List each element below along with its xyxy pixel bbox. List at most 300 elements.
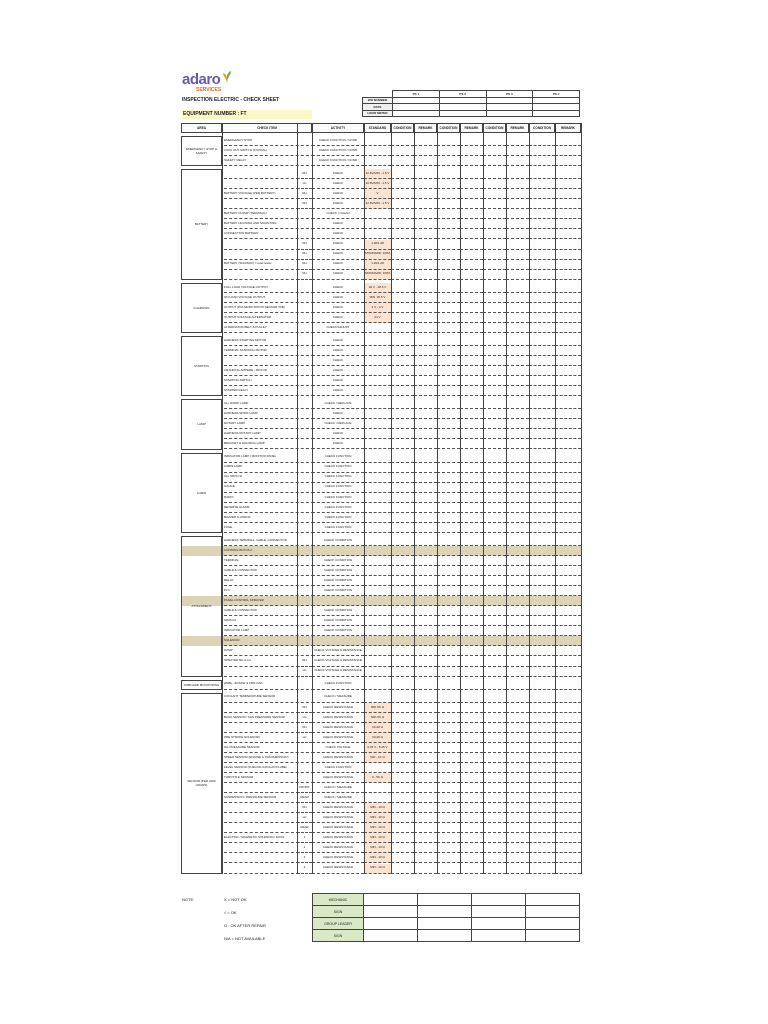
remark-input[interactable]: [555, 523, 581, 533]
remark-input[interactable]: [506, 606, 529, 616]
remark-input[interactable]: [506, 713, 529, 723]
condition-input[interactable]: [437, 399, 460, 409]
condition-input[interactable]: [483, 713, 506, 723]
remark-input[interactable]: [414, 386, 437, 396]
remark-input[interactable]: [555, 463, 581, 473]
condition-input[interactable]: [437, 626, 460, 636]
condition-input[interactable]: [529, 503, 555, 513]
condition-input[interactable]: [437, 667, 460, 677]
remark-input[interactable]: [460, 386, 483, 396]
remark-input[interactable]: [506, 260, 529, 270]
remark-input[interactable]: [414, 813, 437, 823]
remark-input[interactable]: [555, 853, 581, 863]
condition-input[interactable]: [391, 793, 414, 803]
condition-input[interactable]: [529, 853, 555, 863]
condition-input[interactable]: [529, 156, 555, 166]
condition-input[interactable]: [437, 156, 460, 166]
remark-input[interactable]: [414, 536, 437, 546]
condition-input[interactable]: [437, 336, 460, 346]
condition-input[interactable]: [437, 260, 460, 270]
condition-input[interactable]: [391, 156, 414, 166]
remark-input[interactable]: [555, 793, 581, 803]
condition-input[interactable]: [437, 250, 460, 260]
condition-input[interactable]: [483, 336, 506, 346]
remark-input[interactable]: [506, 303, 529, 313]
remark-input[interactable]: [506, 399, 529, 409]
condition-input[interactable]: [529, 473, 555, 483]
condition-input[interactable]: [437, 783, 460, 793]
condition-input[interactable]: [391, 523, 414, 533]
remark-input[interactable]: [506, 429, 529, 439]
condition-input[interactable]: [483, 636, 506, 646]
condition-input[interactable]: [529, 793, 555, 803]
condition-input[interactable]: [529, 626, 555, 636]
remark-input[interactable]: [555, 843, 581, 853]
remark-input[interactable]: [506, 693, 529, 703]
condition-input[interactable]: [483, 646, 506, 656]
remark-input[interactable]: [414, 169, 437, 179]
remark-input[interactable]: [460, 733, 483, 743]
remark-input[interactable]: [506, 556, 529, 566]
remark-input[interactable]: [460, 667, 483, 677]
remark-input[interactable]: [414, 493, 437, 503]
remark-input[interactable]: [460, 566, 483, 576]
remark-input[interactable]: [555, 209, 581, 219]
condition-input[interactable]: [483, 723, 506, 733]
remark-input[interactable]: [460, 240, 483, 250]
condition-input[interactable]: [437, 386, 460, 396]
remark-input[interactable]: [414, 763, 437, 773]
remark-input[interactable]: [555, 346, 581, 356]
remark-input[interactable]: [506, 723, 529, 733]
condition-input[interactable]: [529, 783, 555, 793]
condition-input[interactable]: [391, 843, 414, 853]
remark-input[interactable]: [460, 503, 483, 513]
condition-input[interactable]: [483, 833, 506, 843]
remark-input[interactable]: [506, 323, 529, 333]
condition-input[interactable]: [391, 853, 414, 863]
remark-input[interactable]: [555, 680, 581, 690]
condition-input[interactable]: [391, 493, 414, 503]
remark-input[interactable]: [555, 493, 581, 503]
condition-input[interactable]: [391, 260, 414, 270]
remark-input[interactable]: [414, 713, 437, 723]
remark-input[interactable]: [414, 303, 437, 313]
remark-input[interactable]: [506, 646, 529, 656]
remark-input[interactable]: [555, 336, 581, 346]
sign-cell[interactable]: [364, 918, 418, 930]
condition-input[interactable]: [529, 773, 555, 783]
remark-input[interactable]: [460, 260, 483, 270]
remark-input[interactable]: [460, 439, 483, 449]
remark-input[interactable]: [460, 169, 483, 179]
remark-input[interactable]: [460, 556, 483, 566]
remark-input[interactable]: [414, 733, 437, 743]
remark-input[interactable]: [460, 693, 483, 703]
condition-input[interactable]: [437, 453, 460, 463]
remark-input[interactable]: [506, 386, 529, 396]
remark-input[interactable]: [414, 313, 437, 323]
condition-input[interactable]: [437, 323, 460, 333]
remark-input[interactable]: [506, 763, 529, 773]
condition-input[interactable]: [391, 473, 414, 483]
remark-input[interactable]: [460, 209, 483, 219]
remark-input[interactable]: [555, 439, 581, 449]
remark-input[interactable]: [506, 536, 529, 546]
remark-input[interactable]: [460, 199, 483, 209]
condition-input[interactable]: [437, 303, 460, 313]
remark-input[interactable]: [414, 366, 437, 376]
hm-ps3-cell[interactable]: [486, 110, 533, 117]
condition-input[interactable]: [483, 209, 506, 219]
remark-input[interactable]: [506, 209, 529, 219]
condition-input[interactable]: [483, 596, 506, 606]
remark-input[interactable]: [555, 260, 581, 270]
condition-input[interactable]: [483, 586, 506, 596]
remark-input[interactable]: [555, 376, 581, 386]
remark-input[interactable]: [506, 793, 529, 803]
condition-input[interactable]: [391, 346, 414, 356]
condition-input[interactable]: [483, 803, 506, 813]
condition-input[interactable]: [391, 356, 414, 366]
remark-input[interactable]: [506, 703, 529, 713]
condition-input[interactable]: [483, 473, 506, 483]
condition-input[interactable]: [437, 169, 460, 179]
remark-input[interactable]: [506, 473, 529, 483]
condition-input[interactable]: [529, 723, 555, 733]
remark-input[interactable]: [506, 356, 529, 366]
condition-input[interactable]: [391, 723, 414, 733]
remark-input[interactable]: [414, 250, 437, 260]
condition-input[interactable]: [483, 169, 506, 179]
condition-input[interactable]: [391, 146, 414, 156]
remark-input[interactable]: [555, 199, 581, 209]
condition-input[interactable]: [437, 409, 460, 419]
remark-input[interactable]: [460, 483, 483, 493]
condition-input[interactable]: [391, 556, 414, 566]
condition-input[interactable]: [391, 270, 414, 280]
remark-input[interactable]: [555, 303, 581, 313]
condition-input[interactable]: [483, 240, 506, 250]
remark-input[interactable]: [506, 250, 529, 260]
condition-input[interactable]: [483, 493, 506, 503]
remark-input[interactable]: [460, 323, 483, 333]
remark-input[interactable]: [414, 703, 437, 713]
remark-input[interactable]: [506, 376, 529, 386]
condition-input[interactable]: [437, 546, 460, 556]
condition-input[interactable]: [391, 596, 414, 606]
remark-input[interactable]: [555, 536, 581, 546]
condition-input[interactable]: [437, 833, 460, 843]
remark-input[interactable]: [506, 419, 529, 429]
remark-input[interactable]: [414, 667, 437, 677]
condition-input[interactable]: [437, 793, 460, 803]
condition-input[interactable]: [391, 250, 414, 260]
condition-input[interactable]: [483, 250, 506, 260]
remark-input[interactable]: [555, 773, 581, 783]
condition-input[interactable]: [437, 136, 460, 146]
remark-input[interactable]: [460, 616, 483, 626]
remark-input[interactable]: [555, 733, 581, 743]
sign-cell[interactable]: [364, 894, 418, 906]
remark-input[interactable]: [506, 169, 529, 179]
condition-input[interactable]: [529, 513, 555, 523]
condition-input[interactable]: [437, 657, 460, 667]
remark-input[interactable]: [414, 260, 437, 270]
remark-input[interactable]: [460, 376, 483, 386]
condition-input[interactable]: [391, 323, 414, 333]
remark-input[interactable]: [414, 199, 437, 209]
remark-input[interactable]: [414, 556, 437, 566]
condition-input[interactable]: [437, 493, 460, 503]
remark-input[interactable]: [506, 680, 529, 690]
condition-input[interactable]: [391, 753, 414, 763]
condition-input[interactable]: [391, 399, 414, 409]
remark-input[interactable]: [460, 283, 483, 293]
condition-input[interactable]: [437, 146, 460, 156]
remark-input[interactable]: [460, 523, 483, 533]
condition-input[interactable]: [437, 209, 460, 219]
remark-input[interactable]: [555, 429, 581, 439]
remark-input[interactable]: [460, 429, 483, 439]
remark-input[interactable]: [414, 346, 437, 356]
condition-input[interactable]: [391, 576, 414, 586]
condition-input[interactable]: [437, 843, 460, 853]
condition-input[interactable]: [529, 864, 555, 874]
remark-input[interactable]: [555, 386, 581, 396]
condition-input[interactable]: [391, 283, 414, 293]
remark-input[interactable]: [555, 693, 581, 703]
sign-cell[interactable]: [364, 906, 418, 918]
condition-input[interactable]: [437, 773, 460, 783]
remark-input[interactable]: [506, 240, 529, 250]
remark-input[interactable]: [506, 833, 529, 843]
remark-input[interactable]: [414, 793, 437, 803]
remark-input[interactable]: [414, 823, 437, 833]
remark-input[interactable]: [555, 864, 581, 874]
remark-input[interactable]: [414, 463, 437, 473]
remark-input[interactable]: [414, 636, 437, 646]
remark-input[interactable]: [460, 229, 483, 239]
condition-input[interactable]: [391, 386, 414, 396]
condition-input[interactable]: [529, 763, 555, 773]
condition-input[interactable]: [437, 513, 460, 523]
remark-input[interactable]: [555, 503, 581, 513]
remark-input[interactable]: [460, 833, 483, 843]
remark-input[interactable]: [460, 409, 483, 419]
condition-input[interactable]: [483, 270, 506, 280]
condition-input[interactable]: [529, 616, 555, 626]
condition-input[interactable]: [483, 439, 506, 449]
condition-input[interactable]: [391, 636, 414, 646]
remark-input[interactable]: [414, 680, 437, 690]
hm-ps2-cell[interactable]: [439, 110, 486, 117]
condition-input[interactable]: [529, 753, 555, 763]
remark-input[interactable]: [555, 713, 581, 723]
remark-input[interactable]: [414, 189, 437, 199]
condition-input[interactable]: [483, 733, 506, 743]
remark-input[interactable]: [555, 323, 581, 333]
condition-input[interactable]: [391, 429, 414, 439]
condition-input[interactable]: [483, 703, 506, 713]
condition-input[interactable]: [437, 429, 460, 439]
condition-input[interactable]: [391, 566, 414, 576]
remark-input[interactable]: [460, 250, 483, 260]
remark-input[interactable]: [555, 606, 581, 616]
condition-input[interactable]: [529, 546, 555, 556]
remark-input[interactable]: [414, 843, 437, 853]
condition-input[interactable]: [437, 536, 460, 546]
remark-input[interactable]: [506, 293, 529, 303]
remark-input[interactable]: [506, 439, 529, 449]
condition-input[interactable]: [529, 813, 555, 823]
remark-input[interactable]: [506, 503, 529, 513]
remark-input[interactable]: [414, 723, 437, 733]
condition-input[interactable]: [483, 260, 506, 270]
remark-input[interactable]: [414, 376, 437, 386]
remark-input[interactable]: [460, 453, 483, 463]
remark-input[interactable]: [555, 473, 581, 483]
condition-input[interactable]: [437, 556, 460, 566]
remark-input[interactable]: [506, 219, 529, 229]
condition-input[interactable]: [391, 136, 414, 146]
condition-input[interactable]: [529, 429, 555, 439]
remark-input[interactable]: [460, 703, 483, 713]
condition-input[interactable]: [437, 293, 460, 303]
condition-input[interactable]: [483, 429, 506, 439]
condition-input[interactable]: [529, 453, 555, 463]
condition-input[interactable]: [483, 783, 506, 793]
remark-input[interactable]: [414, 503, 437, 513]
condition-input[interactable]: [437, 586, 460, 596]
condition-input[interactable]: [437, 576, 460, 586]
remark-input[interactable]: [506, 636, 529, 646]
condition-input[interactable]: [529, 606, 555, 616]
remark-input[interactable]: [414, 513, 437, 523]
condition-input[interactable]: [391, 513, 414, 523]
condition-input[interactable]: [483, 576, 506, 586]
remark-input[interactable]: [460, 753, 483, 763]
condition-input[interactable]: [483, 813, 506, 823]
condition-input[interactable]: [529, 270, 555, 280]
condition-input[interactable]: [529, 636, 555, 646]
condition-input[interactable]: [437, 366, 460, 376]
condition-input[interactable]: [483, 667, 506, 677]
condition-input[interactable]: [391, 199, 414, 209]
remark-input[interactable]: [460, 293, 483, 303]
condition-input[interactable]: [483, 853, 506, 863]
remark-input[interactable]: [460, 657, 483, 667]
condition-input[interactable]: [437, 853, 460, 863]
condition-input[interactable]: [483, 556, 506, 566]
condition-input[interactable]: [391, 219, 414, 229]
remark-input[interactable]: [460, 336, 483, 346]
condition-input[interactable]: [391, 189, 414, 199]
condition-input[interactable]: [483, 313, 506, 323]
remark-input[interactable]: [414, 146, 437, 156]
condition-input[interactable]: [529, 336, 555, 346]
remark-input[interactable]: [460, 606, 483, 616]
condition-input[interactable]: [529, 346, 555, 356]
condition-input[interactable]: [437, 606, 460, 616]
remark-input[interactable]: [506, 513, 529, 523]
remark-input[interactable]: [555, 586, 581, 596]
remark-input[interactable]: [460, 346, 483, 356]
remark-input[interactable]: [506, 493, 529, 503]
remark-input[interactable]: [506, 753, 529, 763]
remark-input[interactable]: [460, 773, 483, 783]
remark-input[interactable]: [555, 146, 581, 156]
remark-input[interactable]: [506, 803, 529, 813]
condition-input[interactable]: [529, 657, 555, 667]
remark-input[interactable]: [460, 419, 483, 429]
condition-input[interactable]: [529, 439, 555, 449]
remark-input[interactable]: [506, 783, 529, 793]
sign-cell[interactable]: [418, 906, 472, 918]
condition-input[interactable]: [529, 566, 555, 576]
condition-input[interactable]: [529, 843, 555, 853]
condition-input[interactable]: [483, 156, 506, 166]
condition-input[interactable]: [391, 703, 414, 713]
sign-cell[interactable]: [472, 918, 526, 930]
remark-input[interactable]: [555, 399, 581, 409]
condition-input[interactable]: [437, 463, 460, 473]
condition-input[interactable]: [483, 376, 506, 386]
remark-input[interactable]: [414, 783, 437, 793]
remark-input[interactable]: [506, 156, 529, 166]
condition-input[interactable]: [529, 293, 555, 303]
remark-input[interactable]: [414, 773, 437, 783]
condition-input[interactable]: [483, 219, 506, 229]
remark-input[interactable]: [460, 853, 483, 863]
condition-input[interactable]: [529, 680, 555, 690]
sign-cell[interactable]: [418, 918, 472, 930]
remark-input[interactable]: [506, 313, 529, 323]
condition-input[interactable]: [391, 616, 414, 626]
remark-input[interactable]: [555, 703, 581, 713]
remark-input[interactable]: [460, 189, 483, 199]
remark-input[interactable]: [506, 483, 529, 493]
condition-input[interactable]: [391, 586, 414, 596]
remark-input[interactable]: [506, 229, 529, 239]
sign-cell[interactable]: [526, 906, 580, 918]
condition-input[interactable]: [391, 680, 414, 690]
condition-input[interactable]: [529, 179, 555, 189]
condition-input[interactable]: [391, 409, 414, 419]
condition-input[interactable]: [529, 366, 555, 376]
condition-input[interactable]: [437, 356, 460, 366]
condition-input[interactable]: [483, 146, 506, 156]
sign-cell[interactable]: [418, 894, 472, 906]
condition-input[interactable]: [437, 813, 460, 823]
condition-input[interactable]: [437, 596, 460, 606]
remark-input[interactable]: [506, 733, 529, 743]
condition-input[interactable]: [483, 179, 506, 189]
condition-input[interactable]: [391, 313, 414, 323]
condition-input[interactable]: [483, 293, 506, 303]
condition-input[interactable]: [529, 303, 555, 313]
remark-input[interactable]: [414, 626, 437, 636]
condition-input[interactable]: [437, 693, 460, 703]
remark-input[interactable]: [555, 189, 581, 199]
condition-input[interactable]: [529, 586, 555, 596]
remark-input[interactable]: [506, 586, 529, 596]
remark-input[interactable]: [506, 189, 529, 199]
remark-input[interactable]: [555, 556, 581, 566]
condition-input[interactable]: [529, 713, 555, 723]
remark-input[interactable]: [555, 753, 581, 763]
remark-input[interactable]: [414, 657, 437, 667]
